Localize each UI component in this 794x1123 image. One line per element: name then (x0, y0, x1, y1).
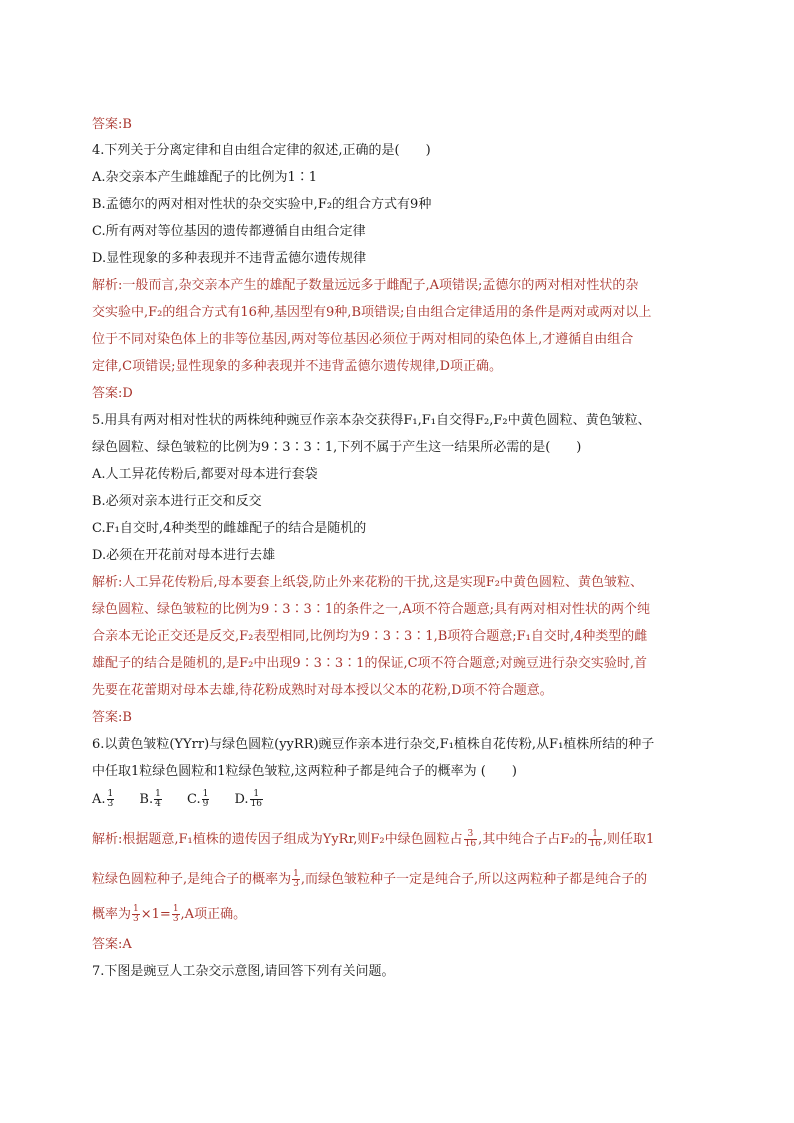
question-6-options (92, 790, 284, 816)
option-b: B. $\frac{1}{4}$ (139, 789, 161, 809)
option-d: D. $\frac{1}{16}$ (234, 789, 263, 809)
analysis-6-line-3: 概率为 $\frac{1}{3}$ ×1= $\frac{1}{3}$ ,A项正确。 (92, 904, 247, 924)
question-5-stem-line-2: 绿色圆粒、绿色皱粒的比例为9∶3∶3∶1,下列不属于产生这一结果所必需的是( ) (92, 440, 582, 455)
answer-5: 答案:B (92, 710, 132, 725)
question-5-stem-line-1: 5.用具有两对相对性状的两株纯种豌豆作亲本杂交获得F₁,F₁自交得F₂,F₂中黄色圆粒、黄色皱粒、 (92, 413, 651, 428)
analysis-5-line-2: 绿色圆粒、绿色皱粒的比例为9∶3∶3∶1的条件之一,A项不符合题意;具有两对相对性状的两个纯 (92, 602, 650, 617)
answer-6: 答案:A (92, 937, 132, 952)
question-4-option-c: C.所有两对等位基因的遗传都遵循自由组合定律 (92, 224, 366, 239)
analysis-6-line-2: 粒绿色圆粒种子,是纯合子的概率为 $\frac{1}{3}$ ,而绿色皱粒种子一定是纯合子,所以这两粒种子都是纯合子的 (92, 869, 648, 889)
question-4-option-d: D.显性现象的多种表现并不违背孟德尔遗传规律 (92, 251, 367, 266)
question-7-stem: 7.下图是豌豆人工杂交示意图,请回答下列有关问题。 (92, 964, 395, 979)
analysis-4-line-3: 位于不同对染色体上的非等位基因,两对等位基因必须位于两对相同的染色体上,才遵循自由组合 (92, 332, 634, 347)
option-c: C. $\frac{1}{9}$ (186, 789, 209, 809)
answer-4: 答案:D (92, 386, 133, 401)
question-5-option-c: C.F₁自交时,4种类型的雌雄配子的结合是随机的 (92, 521, 367, 536)
question-5-option-a: A.人工异花传粉后,都要对母本进行套袋 (92, 467, 318, 482)
question-6-stem-line-2: 中任取1粒绿色圆粒和1粒绿色皱粒,这两粒种子都是纯合子的概率为 ( ) (92, 764, 517, 779)
analysis-4-line-2: 交实验中,F₂的组合方式有16种,基因型有9种,B项错误;自由组合定律适用的条件是两对或两对以上 (92, 305, 652, 320)
analysis-5-line-1: 解析:人工异花传粉后,母本要套上纸袋,防止外来花粉的干扰,这是实现F₂中黄色圆粒、黄色皱粒、 (92, 575, 644, 590)
analysis-5-line-3: 合亲本无论正交还是反交,F₂表型相同,比例均为9∶3∶3∶1,B项符合题意;F₁自交时,4种类型的雌 (92, 629, 648, 644)
question-5-option-b: B.必须对亲本进行正交和反交 (92, 494, 262, 509)
question-6-stem-line-1: 6.以黄色皱粒(YYrr)与绿色圆粒(yyRR)豌豆作亲本进行杂交,F₁植株自花传粉,从F₁植株所结的种子 (92, 737, 655, 752)
analysis-6-line-1: 解析:根据题意,F₁植株的遗传因子组成为YyRr,则F₂中绿色圆粒占 $\frac{3}{16}$ ,其中纯合子占F₂的 $\frac{1}{16}$ ,则任取1 (92, 829, 655, 849)
analysis-4-line-1: 解析:一般而言,杂交亲本产生的雄配子数量远远多于雌配子,A项错误;孟德尔的两对相对性状的杂 (92, 278, 639, 293)
question-5-option-d: D.必须在开花前对母本进行去雄 (92, 548, 276, 563)
analysis-5-line-5: 先要在花蕾期对母本去雄,待花粉成熟时对母本授以父本的花粉,D项不符合题意。 (92, 683, 553, 698)
option-a: A. $\frac{1}{3}$ (92, 789, 114, 809)
question-4-stem: 4.下列关于分离定律和自由组合定律的叙述,正确的是( ) (92, 143, 431, 158)
question-4-option-a: A.杂交亲本产生雌雄配子的比例为1∶1 (92, 170, 318, 185)
question-4-option-b: B.孟德尔的两对相对性状的杂交实验中,F₂的组合方式有9种 (92, 197, 432, 212)
analysis-4-line-4: 定律,C项错误;显性现象的多种表现并不违背孟德尔遗传规律,D项正确。 (92, 359, 503, 374)
analysis-5-line-4: 雄配子的结合是随机的,是F₂中出现9∶3∶3∶1的保证,C项不符合题意;对豌豆进行杂交实验时,首 (92, 656, 648, 671)
answer-3: 答案:B (92, 117, 132, 132)
